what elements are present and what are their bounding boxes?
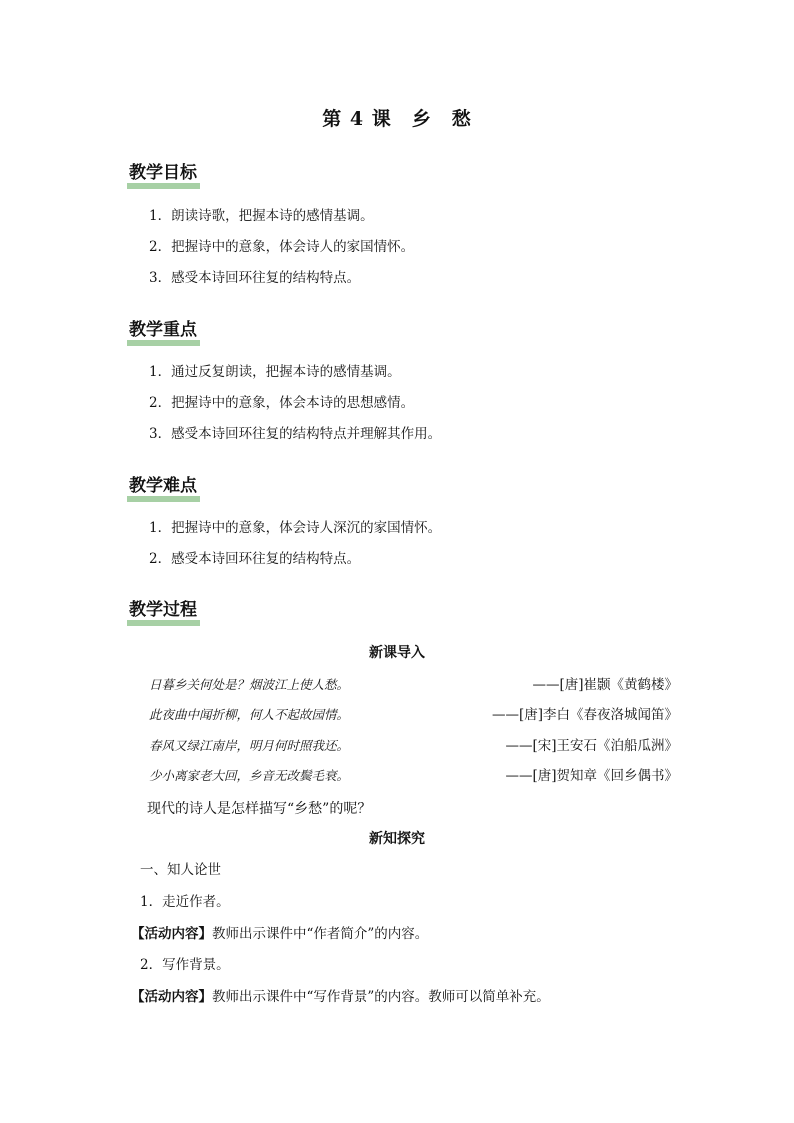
step-2: 2．写作背景。 — [140, 957, 230, 973]
poem-line-1: 日暮乡关何处是？烟波江上使人愁。 — [149, 677, 350, 692]
difficult-item-1: 1．把握诗中的意象，体会诗人深沉的家国情怀。 — [149, 520, 442, 536]
activity-1 — [131, 925, 428, 943]
poem-source-4: ——[唐]贺知章《回乡偶书》 — [505, 768, 678, 784]
poem-source-1: ——[唐]崔颢《黄鹤楼》 — [532, 677, 678, 693]
poem-source-2: ——[唐]李白《春夜洛城闻笛》 — [491, 707, 678, 723]
poem-line-4: 少小离家老大回，乡音无改鬓毛衰。 — [149, 768, 350, 783]
activity-text-1: 教师出示课件中“作者简介”的内容。 — [212, 926, 429, 942]
heading-goals: 教学目标 — [127, 163, 200, 189]
intro-title: 新课导入 — [369, 645, 425, 661]
goal-item-3: 3．感受本诗回环往复的结构特点。 — [149, 270, 361, 286]
key-item-2: 2．把握诗中的意象，体会本诗的思想感情。 — [149, 395, 415, 411]
part-1-heading: 一、知人论世 — [140, 862, 221, 878]
poem-line-2: 此夜曲中闻折柳，何人不起故园情。 — [149, 707, 350, 722]
key-item-3: 3．感受本诗回环往复的结构特点并理解其作用。 — [149, 426, 442, 442]
activity-2 — [131, 988, 550, 1006]
poem-source-3: ——[宋]王安石《泊船瓜洲》 — [505, 738, 678, 754]
explore-title: 新知探究 — [369, 831, 425, 847]
activity-tag-2: 【活动内容】 — [131, 989, 212, 1005]
intro-question: 现代的诗人是怎样描写“乡愁”的呢？ — [147, 801, 372, 817]
lesson-title: 第 4 课 乡 愁 — [322, 108, 472, 130]
heading-difficult-points: 教学难点 — [127, 476, 200, 502]
key-item-1: 1．通过反复朗读，把握本诗的感情基调。 — [149, 364, 401, 380]
activity-tag-1: 【活动内容】 — [131, 926, 212, 942]
difficult-item-2: 2．感受本诗回环往复的结构特点。 — [149, 551, 361, 567]
heading-process: 教学过程 — [127, 600, 200, 626]
poem-line-3: 春风又绿江南岸，明月何时照我还。 — [149, 738, 350, 753]
step-1: 1．走近作者。 — [140, 894, 230, 910]
heading-key-points: 教学重点 — [127, 320, 200, 346]
goal-item-1: 1．朗读诗歌，把握本诗的感情基调。 — [149, 208, 374, 224]
activity-text-2: 教师出示课件中“写作背景”的内容。教师可以简单补充。 — [212, 989, 550, 1005]
goal-item-2: 2．把握诗中的意象，体会诗人的家国情怀。 — [149, 239, 415, 255]
